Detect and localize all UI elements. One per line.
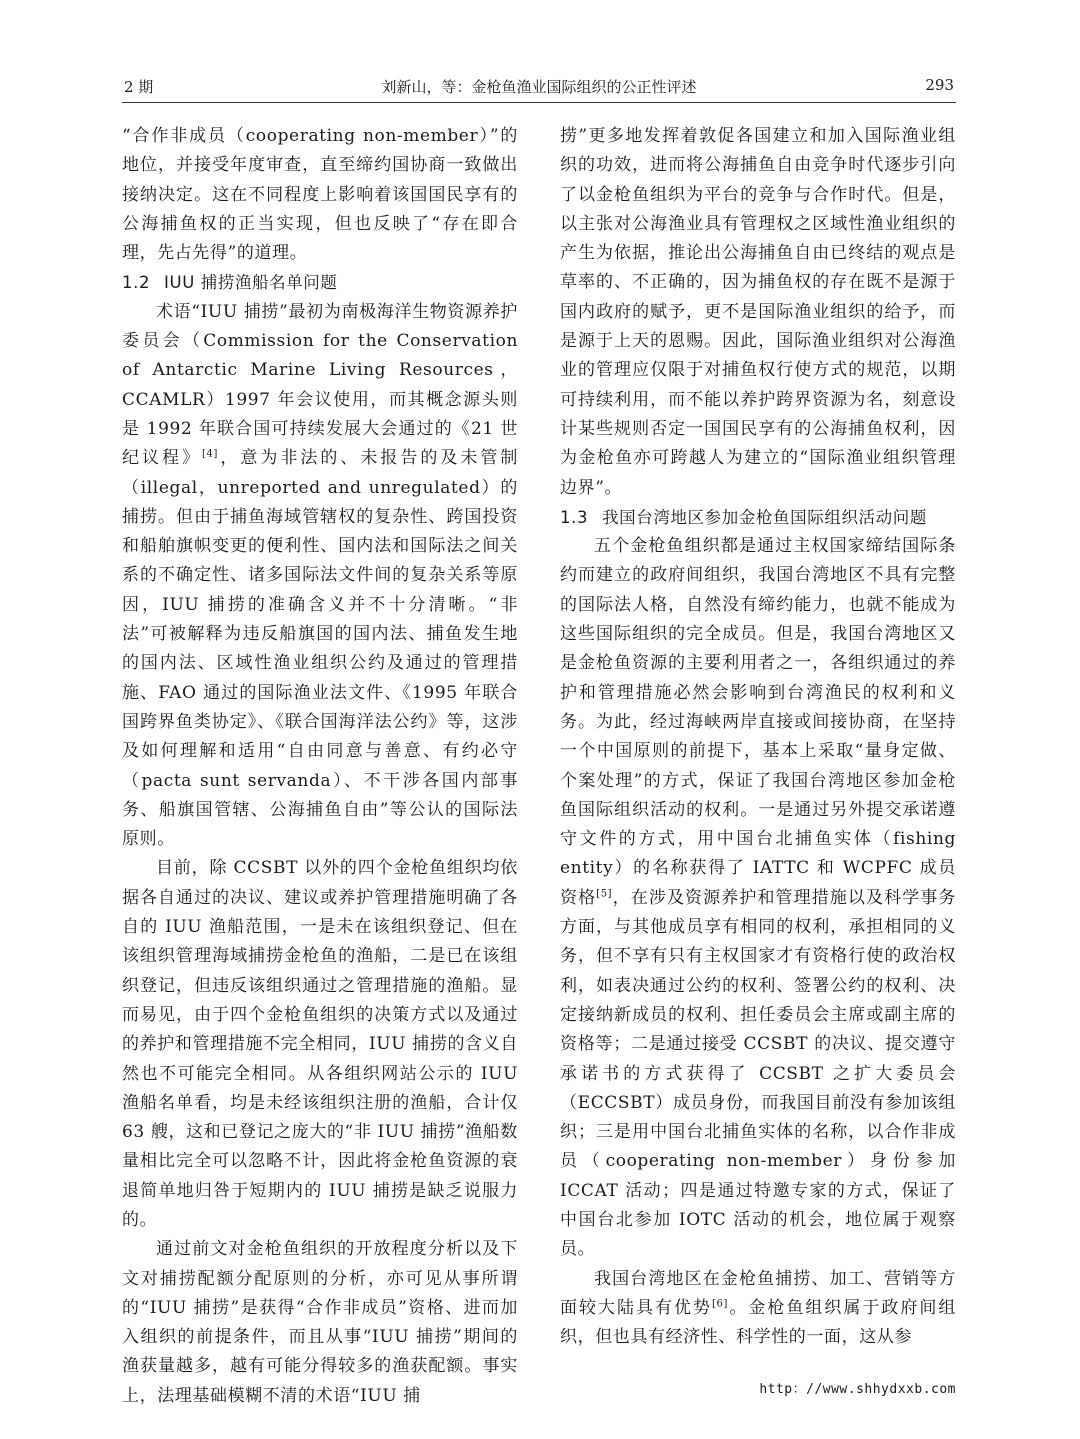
paragraph-iuu-list: 目前，除 CCSBT 以外的四个金枪鱼组织均依据各自通过的决议、建议或养护管理措施明确了各自的 IUU 渔船范围，一是未在该组织登记、但在该组织管理海域捕捞金枪鱼的渔船，二是已在该组织登记，但违反该组织通过之管理措施的渔船。显而易见，由于四个金枪鱼组织的决策方式以及通过的养护和管理措施不完全相同，IUU 捕捞的含义自然也不可能完全相同。从各组织网站公示的 IUU 渔船名单看，均是未经该组织注册的渔船，合计仅 63 艘，这和已登记之庞大的“非 IUU 捕捞”渔船数量相比完全可以忽略不计，因此将金枪鱼资源的衰退简单地归咎于短期内的 IUU 捕捞是缺乏说服力的。 (122, 858, 518, 1230)
paragraph-taiwan-participation (560, 532, 956, 1264)
section-title: 我国台湾地区参加金枪鱼国际组织活动问题 (602, 507, 927, 527)
page-number: 293 (925, 76, 954, 94)
paragraph-iuu-analysis: 通过前文对金枪鱼组织的开放程度分析以及下文对捕捞配额分配原则的分析，亦可见从事所谓的“IUU 捕捞”是获得“合作非成员”资格、进而加入组织的前提条件，而且从事“IUU 捕捞”期间的渔获量越多，越有可能分得较多的渔获配额。事实上，法理基础模糊不清的术语“IUU 捕 (122, 1239, 518, 1406)
section-number: 1.2 (122, 273, 151, 293)
paragraph-text: 五个金枪鱼组织都是通过主权国家缔结国际条约而建立的政府间组织，我国台湾地区不具有完整的国际法人格，自然没有缔约能力，也就不能成为这些国际组织的完全成员。但是，我国台湾地区又是金枪鱼资源的主要利用者之一，各组织通过的养护和管理措施必然会影响到台湾渔民的权利和义务。为此，经过海峡两岸直接或间接协商，在坚持一个中国原则的前提下，基本上采取“量身定做、个案处理”的方式，保证了我国台湾地区参加金枪鱼国际组织活动的权利。一是通过另外提交承诺遵守文件的方式，用中国台北捕鱼实体（fishing entity）的名称获得了 IATTC 和 WCPFC 成员资格 (560, 536, 956, 908)
paragraph-iuu-definition (122, 298, 518, 855)
paragraph-text: ，在涉及资源养护和管理措施以及科学事务方面，与其他成员享有相同的权利，承担相同的义务，但不享有只有主权国家才有资格行使的政治权利，如表决通过公约的权利、签署公约的权利、决定接纳新成员的权利、担任委员会主席或副主席的资格等；二是通过接受 CCSBT 的决议、提交遵守承诺书的方式获得了 CCSBT 之扩大委员会（ECCSBT）成员身份，而我国目前没有参加该组织；三是用中国台北捕鱼实体的名称，以合作非成员（cooperating non-member）身份参加 ICCAT 活动；四是通过特邀专家的方式，保证了中国台北参加 IOTC 活动的机会，地位属于观察员。 (560, 887, 957, 1260)
paragraph-continued: “合作非成员（cooperating non-member）”的地位，并接受年度审查，直至缔约国协商一致做出接纳决定。这在不同程度上影响着该国国民享有的公海捕鱼权的正当实现，但也反映了“存在即合理，先占先得”的道理。 (122, 126, 518, 264)
section-heading-1-3 (560, 503, 956, 532)
paragraph-taiwan-advantage (560, 1265, 956, 1353)
issue-number: 2 期 (124, 78, 154, 96)
right-column (560, 122, 956, 1352)
paragraph-text: ，意为非法的、未报告的及未管制（illegal，unreported and unregulated）的捕捞。但由于捕鱼海域管辖权的复杂性、跨国投资和船舶旗帜变更的便利性、国内法和国际法之间关系的不确定性、诸多国际法文件间的复杂关系等原因，IUU 捕捞的准确含义并不十分清晰。“非法”可被解释为违反船旗国的国内法、捕鱼发生地的国内法、区域性渔业组织公约及通过的管理措施、FAO 通过的国际渔业法文件、《1995 年联合国跨界鱼类协定》、《联合国海洋法公约》等，这涉及如何理解和适用“自由同意与善意、有约必守（pacta sunt servanda）、不干涉各国内部事务、船旗国管辖、公海捕鱼自由”等公认的国际法原则。 (122, 448, 519, 850)
section-title: IUU 捕捞渔船名单问题 (164, 273, 338, 293)
paragraph-text: 。金枪鱼组织属于政府间组织，但也具有经济性、科学性的一面，这从参 (560, 1297, 956, 1348)
citation-ref: [4] (202, 448, 218, 460)
citation-ref: [5] (596, 888, 613, 900)
paragraph-text: 我国台湾地区在金枪鱼捕捞、加工、营销等方面较大陆具有优势 (560, 1268, 956, 1318)
section-heading-1-2 (122, 268, 518, 297)
paragraph-text: 术语“IUU 捕捞”最初为南极海洋生物资源养护委员会（Commission for the Conservation of Antarctic Marine Living Resources，CCAMLR）1997 年会议使用，而其概念源头则是 1992 年联合国可持续发展大会通过的《21 世纪议程》 (122, 301, 518, 469)
journal-url: http：//www.shhydxxb.com (759, 1382, 956, 1397)
running-header (122, 74, 956, 103)
section-number: 1.3 (560, 507, 589, 527)
citation-ref: [6] (712, 1298, 728, 1310)
running-title: 刘新山，等：金枪鱼渔业国际组织的公正性评述 (381, 78, 697, 96)
left-column (122, 122, 518, 1411)
paragraph-continued: 捞”更多地发挥着敦促各国建立和加入国际渔业组织的功效，进而将公海捕鱼自由竞争时代逐步引向了以金枪鱼组织为平台的竞争与合作时代。但是，以主张对公海渔业具有管理权之区域性渔业组织的产生为依据，推论出公海捕鱼自由已终结的观点是草率的、不正确的，因为捕鱼权的存在既不是源于国内政府的赋予，更不是国际渔业组织的给予，而是源于上天的恩赐。因此，国际渔业组织对公海渔业的管理应仅限于对捕鱼权行使方式的规范，以期可持续利用，而不能以养护跨界资源为名，刻意设计某些规则否定一国国民享有的公海捕鱼权利，因为金枪鱼亦可跨越人为建立的“国际渔业组织管理边界”。 (560, 126, 956, 498)
